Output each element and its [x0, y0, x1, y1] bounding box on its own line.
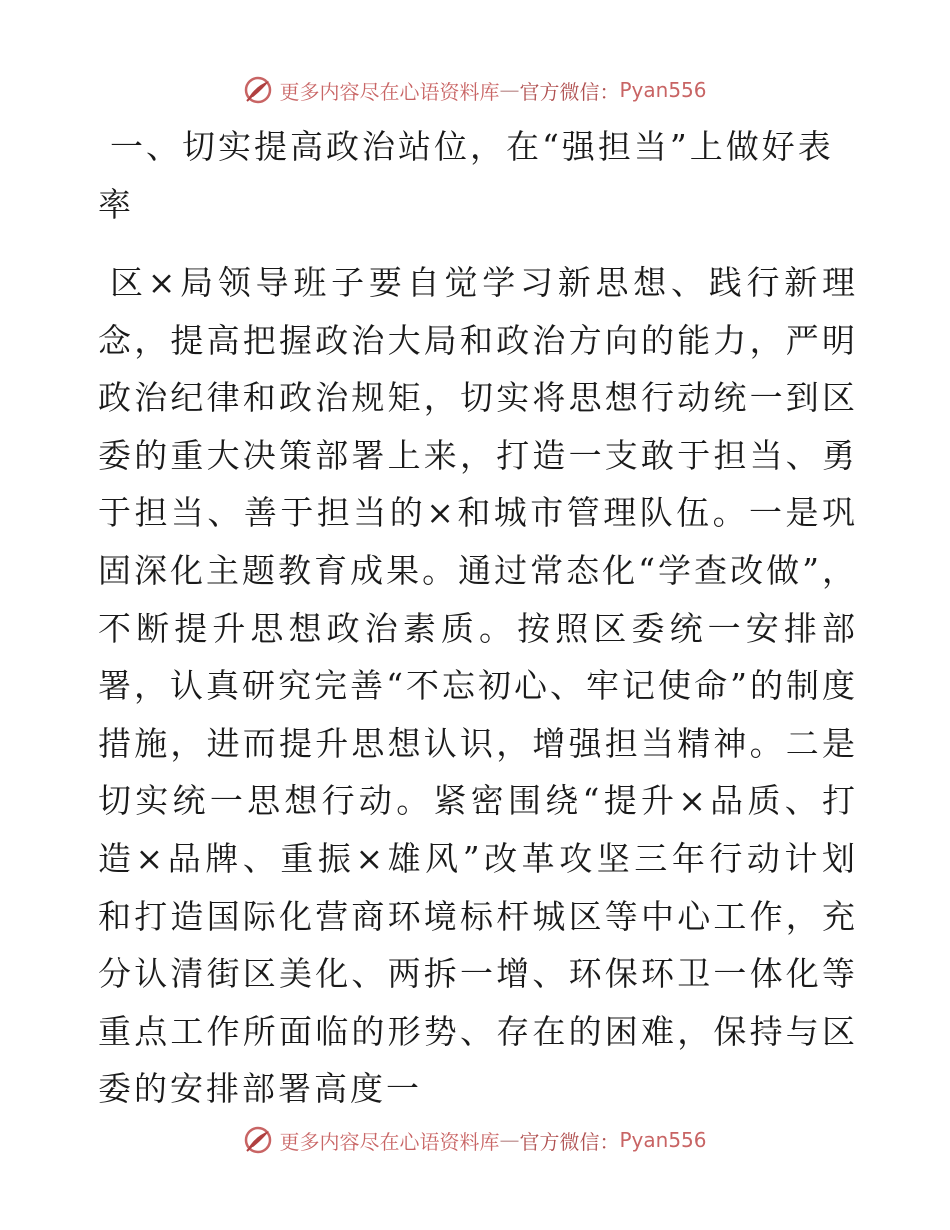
quill-logo-icon	[243, 1125, 273, 1155]
watermark-dash: —	[499, 1128, 520, 1152]
header-watermark	[0, 70, 950, 110]
document-body	[98, 118, 858, 1118]
quill-logo-icon	[243, 75, 273, 105]
watermark-official-label: 官方微信：	[519, 1129, 620, 1154]
watermark-dash: —	[499, 78, 520, 102]
watermark-brand-text: 更多内容尽在心语资料库	[279, 79, 500, 104]
watermark-brand-text: 更多内容尽在心语资料库	[279, 1129, 500, 1154]
watermark-wechat-id: Pyan556	[619, 1128, 707, 1152]
section-heading: 一、切实提高政治站位，在“强担当”上做好表率	[98, 127, 834, 224]
watermark-official-label: 官方微信：	[519, 79, 620, 104]
footer-watermark	[0, 1120, 950, 1160]
section-paragraph: 区×局领导班子要自觉学习新思想、践行新理念，提高把握政治大局和政治方向的能力，严明政治纪律和政治规矩，切实将思想行动统一到区委的重大决策部署上来，打造一支敢于担当、勇于担当、善于担当的×和城市管理队伍。一是巩固深化主题教育成果。通过常态化“学查改做”，不断提升思想政治素质。按照区委统一安排部署，认真研究完善“不忘初心、牢记使命”的制度措施，进而提升思想认识，增强担当精神。二是切实统一思想行动。紧密围绕“提升×品质、打造×品牌、重振×雄风”改革攻坚三年行动计划和打造国际化营商环境标杆城区等中心工作，充分认清街区美化、两拆一增、环保环卫一体化等重点工作所面临的形势、存在的困难，保持与区委的安排部署高度一	[98, 263, 858, 1109]
watermark-wechat-id: Pyan556	[619, 78, 707, 102]
